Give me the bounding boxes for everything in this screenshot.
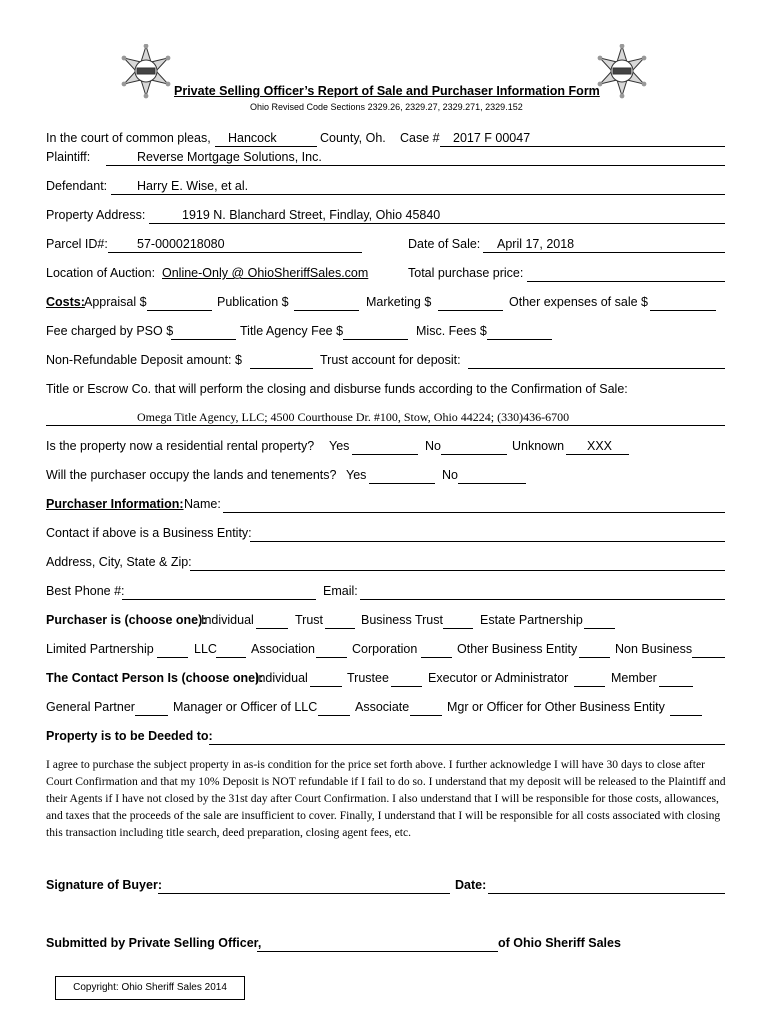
submitted-officer-field[interactable] (257, 951, 498, 952)
court-label: In the court of common pleas, (46, 131, 211, 145)
auction-label: Location of Auction: (46, 266, 156, 280)
purchaser-type-non-business-field[interactable] (692, 657, 725, 658)
contact-type-manager-llc-field[interactable] (318, 715, 350, 716)
occupy-no-field[interactable] (458, 483, 526, 484)
contact-type-individual: Individual (255, 671, 308, 685)
occupy-yes-field[interactable] (369, 483, 435, 484)
contact-type-associate-field[interactable] (410, 715, 442, 716)
occupy-question: Will the purchaser occupy the lands and tenements? (46, 468, 337, 482)
purchaser-type-corporation-field[interactable] (421, 657, 452, 658)
purchaser-type-limited-partnership: Limited Partnership (46, 642, 154, 656)
purchaser-type-business-trust-field[interactable] (443, 628, 473, 629)
contact-type-trustee-field[interactable] (391, 686, 422, 687)
marketing-label: Marketing $ (366, 295, 432, 309)
address-field[interactable] (190, 570, 725, 571)
purchaser-type-other-business: Other Business Entity (457, 642, 578, 656)
deposit-label: Non-Refundable Deposit amount: $ (46, 353, 242, 367)
contact-type-general-partner: General Partner (46, 700, 135, 714)
county-field[interactable]: Hancock (228, 131, 277, 145)
deeded-field[interactable] (209, 744, 725, 745)
title-agency-fee-label: Title Agency Fee $ (240, 324, 344, 338)
deposit-field[interactable] (250, 368, 313, 369)
rental-no-field[interactable] (441, 454, 507, 455)
marketing-field[interactable] (438, 310, 503, 311)
page-subtitle: Ohio Revised Code Sections 2329.26, 2329.27, 2329.271, 2329.152 (250, 102, 523, 112)
defendant-field[interactable]: Harry E. Wise, et al. (137, 179, 249, 193)
signature-date-label: Date: (455, 878, 487, 892)
county-suffix: County, Oh. (320, 131, 386, 145)
appraisal-field[interactable] (147, 310, 212, 311)
contact-type-mgr-other-field[interactable] (670, 715, 702, 716)
submitted-suffix: of Ohio Sheriff Sales (498, 936, 621, 950)
contact-type-individual-field[interactable] (310, 686, 342, 687)
email-field[interactable] (360, 599, 725, 600)
publication-field[interactable] (294, 310, 359, 311)
purchaser-type-individual-field[interactable] (256, 628, 288, 629)
rental-question: Is the property now a residential rental property? (46, 439, 315, 453)
rental-unknown-field[interactable]: XXX (587, 439, 613, 453)
copyright-box: Copyright: Ohio Sheriff Sales 2014 (55, 976, 245, 1000)
purchaser-type-business-trust: Business Trust (361, 613, 443, 627)
sale-date-field[interactable]: April 17, 2018 (497, 237, 575, 251)
email-label: Email: (323, 584, 358, 598)
agreement-paragraph: I agree to purchase the subject property in as-is condition for the price set forth above. I further acknowledge I will have 30 days to close after Court Confirmation and that my 10% Deposit is NOT refundable if I fail to do so. I understand that my deposit will be released to the Plaintiff and their Agents if I have not closed by the 31st day after Court Confirmation. I also understand that I will be responsible for those costs, allowances, and taxes that the proceeds of the sale are insufficient to cover. Finally, I understand that I will be responsible for all costs associated with closing this transaction including title search, deed preparation, closing agent fees, etc. (46, 758, 726, 839)
contact-type-general-partner-field[interactable] (135, 715, 168, 716)
page-title: Private Selling Officer’s Report of Sale and Purchaser Information Form (174, 84, 600, 98)
total-price-field[interactable] (527, 281, 725, 282)
purchaser-type-llc: LLC (194, 642, 217, 656)
occupy-yes-label: Yes (346, 468, 367, 482)
contact-label: Contact if above is a Business Entity: (46, 526, 252, 540)
purchaser-name-field[interactable] (223, 512, 725, 513)
misc-fees-field[interactable] (487, 339, 552, 340)
contact-type-member-field[interactable] (659, 686, 693, 687)
occupy-no-label: No (442, 468, 458, 482)
parcel-label: Parcel ID#: (46, 237, 108, 251)
contact-type-mgr-other: Mgr or Officer for Other Business Entity (447, 700, 665, 714)
costs-label: Costs: (46, 295, 85, 309)
plaintiff-field[interactable]: Reverse Mortgage Solutions, Inc. (137, 150, 322, 164)
sheriff-star-badge-icon (594, 44, 650, 100)
property-address-field[interactable]: 1919 N. Blanchard Street, Findlay, Ohio 45840 (182, 208, 441, 222)
purchaser-info-heading: Purchaser Information: (46, 497, 184, 511)
pso-fee-field[interactable] (171, 339, 236, 340)
purchaser-type-association-field[interactable] (316, 657, 347, 658)
phone-label: Best Phone #: (46, 584, 125, 598)
auction-value: Online-Only @ OhioSheriffSales.com (162, 266, 369, 280)
signature-label: Signature of Buyer: (46, 878, 162, 892)
total-price-label: Total purchase price: (408, 266, 524, 280)
sheriff-star-badge-icon (118, 44, 174, 100)
other-expenses-label: Other expenses of sale $ (509, 295, 648, 309)
rental-yes-label: Yes (329, 439, 350, 453)
defendant-label: Defendant: (46, 179, 108, 193)
misc-fees-label: Misc. Fees $ (416, 324, 487, 338)
purchaser-type-other-business-field[interactable] (579, 657, 610, 658)
publication-label: Publication $ (217, 295, 289, 309)
property-address-label: Property Address: (46, 208, 146, 222)
purchaser-type-trust: Trust (295, 613, 324, 627)
parcel-field[interactable]: 57-0000218080 (137, 237, 225, 251)
trust-account-field[interactable] (468, 368, 725, 369)
purchaser-type-estate-partnership-field[interactable] (584, 628, 615, 629)
contact-field[interactable] (250, 541, 725, 542)
rental-no-label: No (425, 439, 441, 453)
contact-type-trustee: Trustee (347, 671, 389, 685)
trust-account-label: Trust account for deposit: (320, 353, 461, 367)
phone-field[interactable] (122, 599, 316, 600)
signature-field[interactable] (158, 893, 450, 894)
contact-type-associate: Associate (355, 700, 410, 714)
purchaser-type-corporation: Corporation (352, 642, 418, 656)
purchaser-type-label: Purchaser is (choose one): (46, 613, 207, 627)
purchaser-name-label: Name: (184, 497, 221, 511)
purchaser-type-trust-field[interactable] (325, 628, 355, 629)
other-expenses-field[interactable] (650, 310, 716, 311)
rental-unknown-label: Unknown (512, 439, 565, 453)
escrow-field[interactable]: Omega Title Agency, LLC; 4500 Courthouse Dr. #100, Stow, Ohio 44224; (330)436-6700 (137, 410, 570, 424)
address-label: Address, City, State & Zip: (46, 555, 192, 569)
signature-date-field[interactable] (488, 893, 725, 894)
purchaser-type-individual: Individual (201, 613, 254, 627)
purchaser-type-non-business: Non Business (615, 642, 693, 656)
contact-type-executor: Executor or Administrator (428, 671, 569, 685)
contact-type-manager-llc: Manager or Officer of LLC (173, 700, 318, 714)
purchaser-type-limited-partnership-field[interactable] (157, 657, 188, 658)
purchaser-type-estate-partnership: Estate Partnership (480, 613, 583, 627)
contact-type-executor-field[interactable] (574, 686, 605, 687)
escrow-label: Title or Escrow Co. that will perform the closing and disburse funds according to the Confirmation of Sale: (46, 382, 628, 396)
contact-type-member: Member (611, 671, 657, 685)
submitted-label: Submitted by Private Selling Officer, (46, 936, 262, 950)
purchaser-type-association: Association (251, 642, 315, 656)
case-number-field[interactable]: 2017 F 00047 (453, 131, 531, 145)
rental-yes-field[interactable] (352, 454, 418, 455)
purchaser-type-llc-field[interactable] (216, 657, 246, 658)
title-agency-fee-field[interactable] (343, 339, 408, 340)
appraisal-label: Appraisal $ (84, 295, 147, 309)
plaintiff-label: Plaintiff: (46, 150, 91, 164)
pso-fee-label: Fee charged by PSO $ (46, 324, 174, 338)
sale-date-label: Date of Sale: (408, 237, 481, 251)
deeded-label: Property is to be Deeded to: (46, 729, 213, 743)
case-label: Case # (400, 131, 440, 145)
contact-type-label: The Contact Person Is (choose one): (46, 671, 264, 685)
